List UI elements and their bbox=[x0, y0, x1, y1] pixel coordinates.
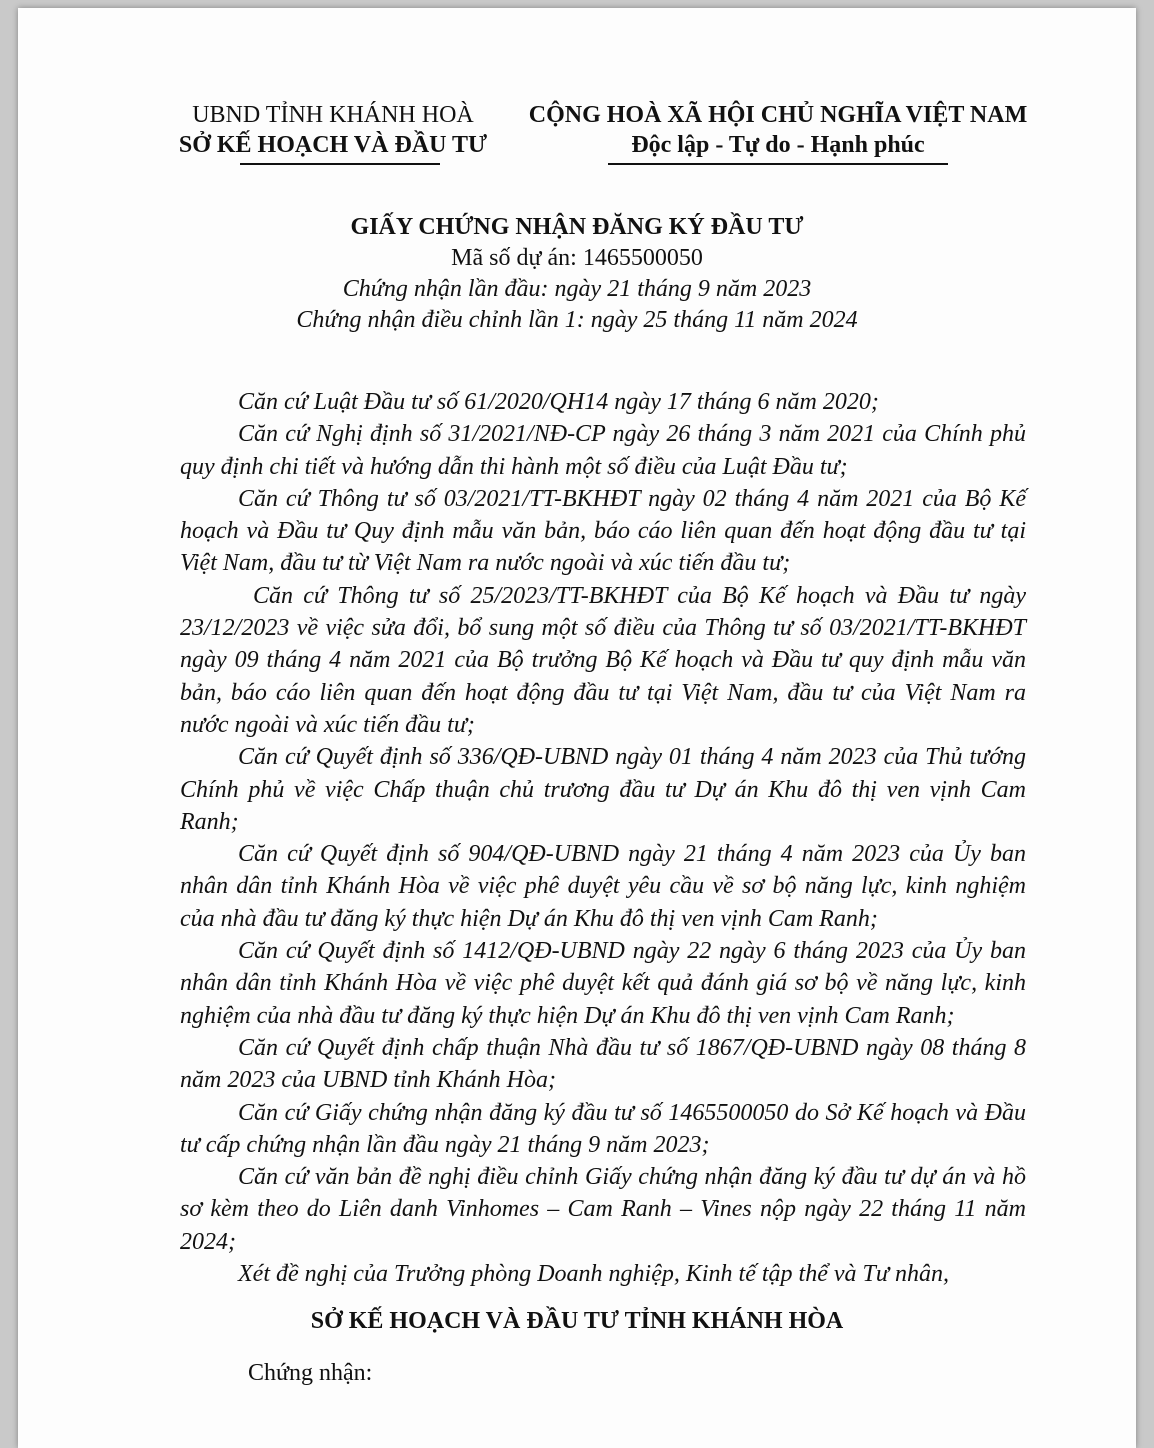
department-name: SỞ KẾ HOẠCH VÀ ĐẦU TƯ bbox=[178, 132, 488, 158]
national-motto: Độc lập - Tự do - Hạnh phúc bbox=[631, 132, 925, 158]
legal-basis-item: Căn cứ Thông tư số 25/2023/TT-BKHĐT của Bộ Kế hoạch và Đầu tư ngày 23/12/2023 về việc sửa đổi, bổ sung một số điều của Thông tư số 03/2021/TT-BKHĐT ngày 09 tháng 4 năm 2021 của Bộ trưởng Bộ Kế hoạch và Đầu tư quy định mẫu văn bản, báo cáo liên quan đến hoạt động đầu tư tại Việt Nam, đầu tư của Việt Nam ra nước ngoài và xúc tiến đầu tư; bbox=[180, 582, 1026, 738]
document-page bbox=[18, 8, 1136, 1448]
republic-name: CỘNG HOÀ XÃ HỘI CHỦ NGHĨA VIỆT NAM bbox=[528, 102, 1028, 128]
legal-basis-item: Căn cứ Quyết định số 336/QĐ-UBND ngày 01 tháng 4 năm 2023 của Thủ tướng Chính phủ về việc Chấp thuận chủ trương đầu tư Dự án Khu đô thị ven vịnh Cam Ranh; bbox=[180, 744, 1026, 835]
legal-basis-item: Căn cứ Quyết định chấp thuận Nhà đầu tư số 1867/QĐ-UBND ngày 08 tháng 8 năm 2023 của UBND tỉnh Khánh Hòa; bbox=[180, 1034, 1026, 1094]
legal-basis-item: Căn cứ Giấy chứng nhận đăng ký đầu tư số 1465500050 do Sở Kế hoạch và Đầu tư cấp chứng nhận lần đầu ngày 21 tháng 9 năm 2023; bbox=[180, 1099, 1026, 1158]
national-title bbox=[508, 100, 1048, 160]
legal-basis-item: Xét đề nghị của Trưởng phòng Doanh nghiệp, Kinh tế tập thể và Tư nhân, bbox=[238, 1261, 949, 1288]
province-committee: UBND TỈNH KHÁNH HOÀ bbox=[192, 102, 474, 128]
issuing-authority: SỞ KẾ HOẠCH VÀ ĐẦU TƯ TỈNH KHÁNH HÒA bbox=[310, 1308, 844, 1334]
legal-basis-item: Căn cứ Nghị định số 31/2021/NĐ-CP ngày 26 tháng 3 năm 2021 của Chính phủ quy định chi tiết và hướng dẫn thi hành một số điều của Luật Đầu tư; bbox=[180, 421, 1026, 480]
certificate-heading: GIẤY CHỨNG NHẬN ĐĂNG KÝ ĐẦU TƯ bbox=[350, 214, 804, 240]
amendment-certification-date: Chứng nhận điều chỉnh lần 1: ngày 25 tháng 11 năm 2024 bbox=[296, 307, 858, 333]
first-certification-date: Chứng nhận lần đầu: ngày 21 tháng 9 năm 2023 bbox=[342, 276, 812, 302]
legal-bases bbox=[180, 386, 1026, 1290]
issuing-agency bbox=[168, 100, 498, 160]
project-code: Mã số dự án: 1465500050 bbox=[451, 245, 703, 271]
legal-basis-item: Căn cứ Quyết định số 904/QĐ-UBND ngày 21 tháng 4 năm 2023 của Ủy ban nhân dân tỉnh Khánh Hòa về việc phê duyệt yêu cầu về sơ bộ năng lực, kinh nghiệm của nhà đầu tư đăng ký thực hiện Dự án Khu đô thị ven vịnh Cam Ranh; bbox=[180, 841, 1026, 932]
certify-label: Chứng nhận: bbox=[248, 1360, 373, 1386]
legal-basis-item: Căn cứ Quyết định số 1412/QĐ-UBND ngày 22 ngày 6 tháng 2023 của Ủy ban nhân dân tỉnh Khánh Hòa về việc phê duyệt kết quả đánh giá sơ bộ về năng lực, kinh nghiệm của nhà đầu tư đăng ký thực hiện Dự án Khu đô thị ven vịnh Cam Ranh; bbox=[180, 938, 1026, 1029]
agency-underline bbox=[240, 163, 440, 165]
legal-basis-item: Căn cứ văn bản đề nghị điều chỉnh Giấy chứng nhận đăng ký đầu tư dự án và hồ sơ kèm theo do Liên danh Vinhomes – Cam Ranh – Vines nộp ngày 22 tháng 11 năm 2024; bbox=[180, 1164, 1026, 1255]
certificate-title-block bbox=[18, 212, 1136, 336]
legal-basis-item: Căn cứ Thông tư số 03/2021/TT-BKHĐT ngày 02 tháng 4 năm 2021 của Bộ Kế hoạch và Đầu tư Quy định mẫu văn bản, báo cáo liên quan đến hoạt động đầu tư tại Việt Nam, đầu tư từ Việt Nam ra nước ngoài và xúc tiến đầu tư; bbox=[180, 485, 1026, 577]
motto-underline bbox=[608, 163, 948, 165]
legal-basis-item: Căn cứ Luật Đầu tư số 61/2020/QH14 ngày 17 tháng 6 năm 2020; bbox=[238, 389, 879, 415]
